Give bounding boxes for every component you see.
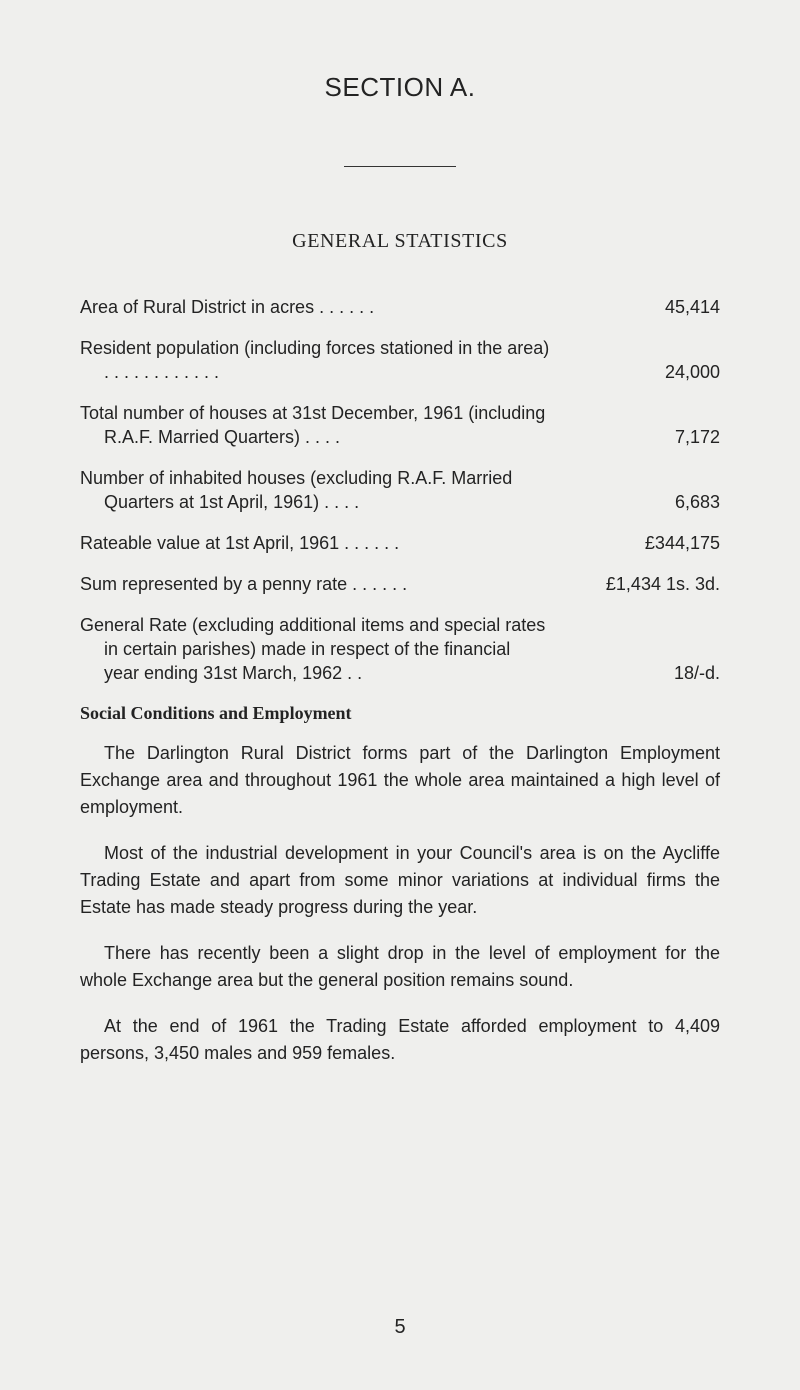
section-title: SECTION A.	[324, 72, 476, 102]
stat-row-population	[80, 336, 720, 384]
stat-value: 45,414	[664, 297, 720, 317]
paragraph: Most of the industrial development in your Council's area is on the Aycliffe Trading Estate and apart from some minor variations at individual firms the Estate has made steady progress during the year.	[80, 843, 720, 917]
stat-label: General Rate (excluding additional items and special rates in certain parishes) made in respect of the financial year ending 31st March, 1962 . .	[80, 615, 546, 683]
stat-row-general-rate	[80, 613, 720, 685]
stat-label: Rateable value at 1st April, 1961 . . . . . .	[80, 533, 400, 553]
social-conditions-heading: Social Conditions and Employment	[80, 703, 352, 723]
statistics-list	[80, 295, 720, 702]
employment-text	[80, 740, 720, 1086]
statistics-heading: GENERAL STATISTICS	[292, 230, 508, 252]
stat-label: Number of inhabited houses (excluding R.A.F. Married Quarters at 1st April, 1961) . . . .	[80, 468, 513, 512]
paragraph: The Darlington Rural District forms part of the Darlington Employment Exchange area and throughout 1961 the whole area maintained a high level of employment.	[80, 743, 720, 817]
stat-label: Resident population (including forces stationed in the area) . . . . . . . . . . . .	[80, 338, 550, 382]
paragraph: There has recently been a slight drop in the level of employment for the whole Exchange area but the general position remains sound.	[80, 943, 720, 990]
stat-value: £1,434 1s. 3d.	[605, 574, 720, 594]
stat-value: 24,000	[664, 362, 720, 382]
stat-value: 18/-d.	[673, 663, 720, 683]
stat-label: Sum represented by a penny rate . . . . . .	[80, 574, 408, 594]
page-number: 5	[394, 1316, 406, 1338]
title-divider	[344, 166, 456, 167]
stat-label: Area of Rural District in acres . . . . . .	[80, 297, 375, 317]
stat-row-total-houses	[80, 401, 720, 449]
stat-row-area	[80, 295, 720, 319]
stat-label: Total number of houses at 31st December, 1961 (including R.A.F. Married Quarters) . . . .	[80, 403, 546, 447]
stat-row-rateable-value	[80, 531, 720, 555]
paragraph: At the end of 1961 the Trading Estate afforded employment to 4,409 persons, 3,450 males and 959 females.	[80, 1016, 720, 1063]
stat-value: £344,175	[644, 533, 720, 553]
stat-row-penny-rate	[80, 572, 720, 596]
stat-value: 6,683	[674, 492, 720, 512]
stat-value: 7,172	[674, 427, 720, 447]
stat-row-inhabited-houses	[80, 466, 720, 514]
